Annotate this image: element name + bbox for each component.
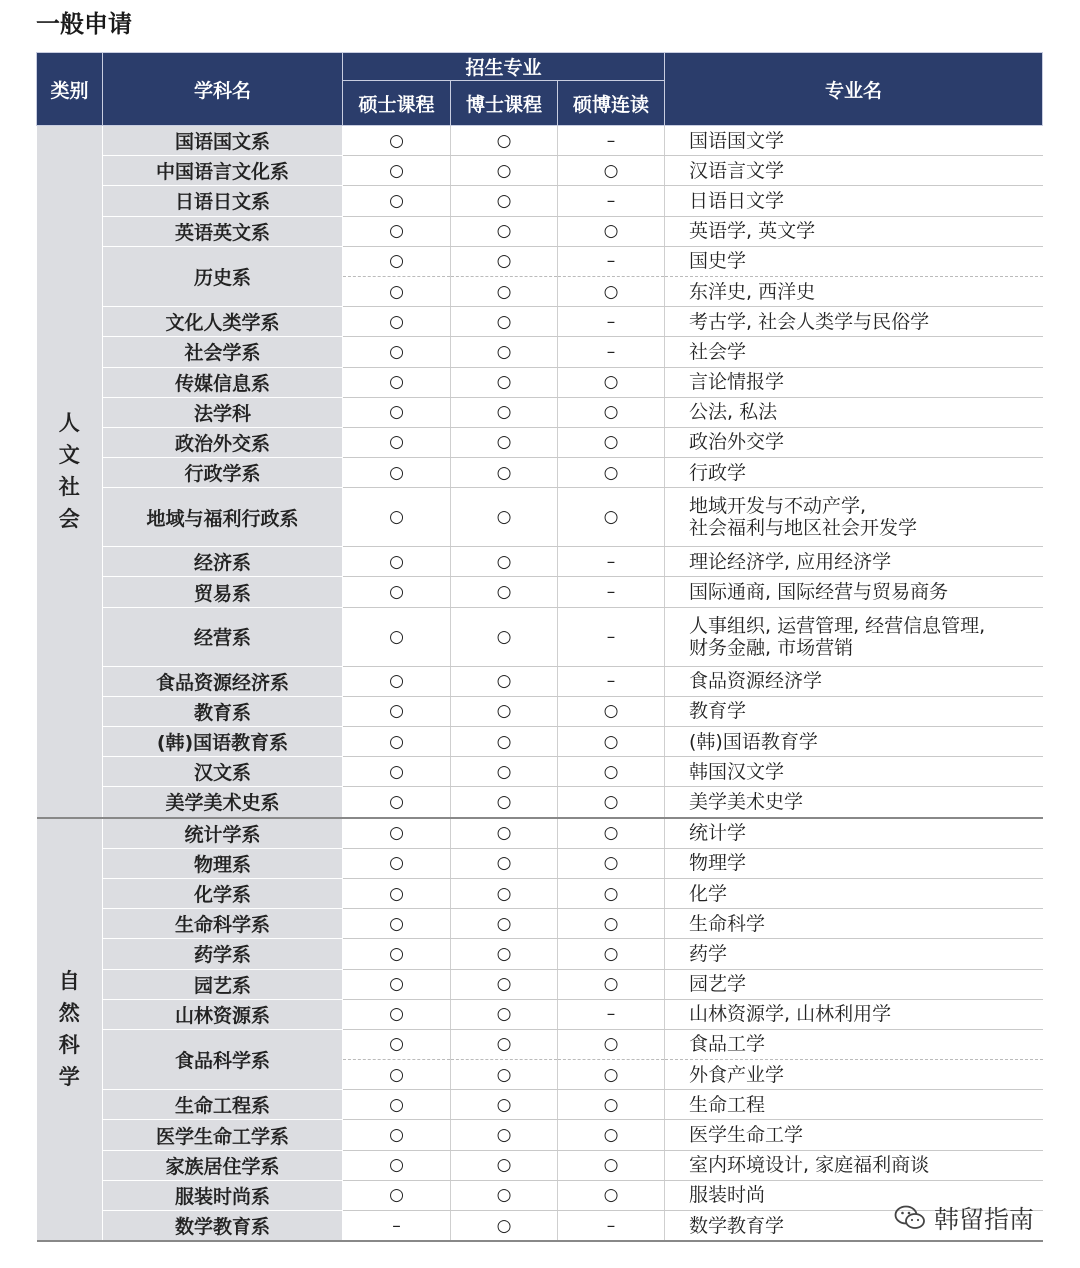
doctor-mark: ○ <box>451 126 558 156</box>
header-category: 类别 <box>37 53 103 126</box>
master-mark: ○ <box>343 878 451 908</box>
combined-mark: – <box>558 607 665 666</box>
combined-mark: ○ <box>558 939 665 969</box>
major-name: 考古学, 社会人类学与民俗学 <box>665 307 1043 337</box>
header-master: 硕士课程 <box>343 81 451 126</box>
master-mark: ○ <box>343 1090 451 1120</box>
major-name: 汉语言文学 <box>665 156 1043 186</box>
master-mark: ○ <box>343 276 451 306</box>
major-name: 地域开发与不动产学, 社会福利与地区社会开发学 <box>665 488 1043 547</box>
department-name: 经营系 <box>103 607 343 666</box>
combined-mark: ○ <box>558 757 665 787</box>
table-row <box>37 848 1043 878</box>
master-mark: – <box>343 1211 451 1242</box>
table-row <box>37 969 1043 999</box>
doctor-mark: ○ <box>451 367 558 397</box>
combined-mark: ○ <box>558 427 665 457</box>
watermark <box>894 1200 1034 1236</box>
department-name: 教育系 <box>103 696 343 726</box>
table-row <box>37 307 1043 337</box>
major-name: (韩)国语教育学 <box>665 727 1043 757</box>
header-department: 学科名 <box>103 53 343 126</box>
master-mark: ○ <box>343 186 451 216</box>
master-mark: ○ <box>343 397 451 427</box>
doctor-mark: ○ <box>451 577 558 607</box>
table-row <box>37 367 1043 397</box>
major-name: 政治外交学 <box>665 427 1043 457</box>
table-row <box>37 488 1043 547</box>
table-row <box>37 757 1043 787</box>
combined-mark: ○ <box>558 848 665 878</box>
department-name: 医学生命工学系 <box>103 1120 343 1150</box>
header-doctor: 博士课程 <box>451 81 558 126</box>
combined-mark: ○ <box>558 818 665 849</box>
department-name: 中国语言文化系 <box>103 156 343 186</box>
doctor-mark: ○ <box>451 547 558 577</box>
combined-mark: – <box>558 246 665 276</box>
major-name: 国史学 <box>665 246 1043 276</box>
table-row <box>37 397 1043 427</box>
doctor-mark: ○ <box>451 969 558 999</box>
department-name: 生命工程系 <box>103 1090 343 1120</box>
doctor-mark: ○ <box>451 276 558 306</box>
table-row <box>37 787 1043 818</box>
category-label: 自然科学 <box>58 969 80 1090</box>
department-name: 地域与福利行政系 <box>103 488 343 547</box>
table-row <box>37 156 1043 186</box>
combined-mark: – <box>558 337 665 367</box>
combined-mark: – <box>558 307 665 337</box>
table-row <box>37 427 1043 457</box>
major-name: 外食产业学 <box>665 1060 1043 1090</box>
table-row <box>37 999 1043 1029</box>
header-major: 专业名 <box>665 53 1043 126</box>
combined-mark: – <box>558 999 665 1029</box>
table-row <box>37 878 1043 908</box>
major-name: 化学 <box>665 878 1043 908</box>
major-name: 数学教育学 <box>665 1211 1043 1242</box>
doctor-mark: ○ <box>451 1060 558 1090</box>
major-name: 东洋史, 西洋史 <box>665 276 1043 306</box>
major-name: 美学美术史学 <box>665 787 1043 818</box>
department-name: (韩)国语教育系 <box>103 727 343 757</box>
department-name: 统计学系 <box>103 818 343 849</box>
combined-mark: ○ <box>558 727 665 757</box>
master-mark: ○ <box>343 818 451 849</box>
table-row <box>37 337 1043 367</box>
department-name: 日语日文系 <box>103 186 343 216</box>
table-row <box>37 666 1043 696</box>
doctor-mark: ○ <box>451 939 558 969</box>
major-name: 室内环境设计, 家庭福利商谈 <box>665 1150 1043 1180</box>
master-mark: ○ <box>343 1180 451 1210</box>
combined-mark: – <box>558 126 665 156</box>
table-row <box>37 939 1043 969</box>
department-name: 园艺系 <box>103 969 343 999</box>
master-mark: ○ <box>343 246 451 276</box>
table-row <box>37 1090 1043 1120</box>
major-name: 教育学 <box>665 696 1043 726</box>
doctor-mark: ○ <box>451 666 558 696</box>
combined-mark: ○ <box>558 1150 665 1180</box>
major-name: 生命科学 <box>665 909 1043 939</box>
header-combined: 硕博连读 <box>558 81 665 126</box>
master-mark: ○ <box>343 1029 451 1059</box>
combined-mark: – <box>558 186 665 216</box>
major-name: 日语日文学 <box>665 186 1043 216</box>
department-name: 药学系 <box>103 939 343 969</box>
table-row <box>37 909 1043 939</box>
doctor-mark: ○ <box>451 1150 558 1180</box>
combined-mark: ○ <box>558 1060 665 1090</box>
combined-mark: ○ <box>558 1090 665 1120</box>
combined-mark: ○ <box>558 696 665 726</box>
department-name: 化学系 <box>103 878 343 908</box>
table-row <box>37 696 1043 726</box>
master-mark: ○ <box>343 999 451 1029</box>
combined-mark: ○ <box>558 969 665 999</box>
combined-mark: ○ <box>558 216 665 246</box>
master-mark: ○ <box>343 848 451 878</box>
table-row <box>37 577 1043 607</box>
department-name: 贸易系 <box>103 577 343 607</box>
major-name: 食品工学 <box>665 1029 1043 1059</box>
master-mark: ○ <box>343 547 451 577</box>
wechat-icon <box>894 1204 926 1232</box>
department-name: 美学美术史系 <box>103 787 343 818</box>
doctor-mark: ○ <box>451 999 558 1029</box>
combined-mark: – <box>558 666 665 696</box>
table-row <box>37 1029 1043 1059</box>
table-row <box>37 547 1043 577</box>
category-label: 人文社会 <box>58 411 80 532</box>
major-name: 服装时尚 <box>665 1180 1043 1210</box>
master-mark: ○ <box>343 216 451 246</box>
department-name: 服装时尚系 <box>103 1180 343 1210</box>
table-row <box>37 246 1043 276</box>
category-cell <box>37 818 103 1242</box>
master-mark: ○ <box>343 1150 451 1180</box>
table-row <box>37 458 1043 488</box>
master-mark: ○ <box>343 1120 451 1150</box>
major-name: 医学生命工学 <box>665 1120 1043 1150</box>
department-name: 历史系 <box>103 246 343 306</box>
doctor-mark: ○ <box>451 757 558 787</box>
major-name: 行政学 <box>665 458 1043 488</box>
major-name: 言论情报学 <box>665 367 1043 397</box>
department-name: 食品资源经济系 <box>103 666 343 696</box>
master-mark: ○ <box>343 696 451 726</box>
table-row <box>37 1211 1043 1242</box>
department-name: 传媒信息系 <box>103 367 343 397</box>
doctor-mark: ○ <box>451 1211 558 1242</box>
combined-mark: – <box>558 577 665 607</box>
department-name: 生命科学系 <box>103 909 343 939</box>
department-name: 汉文系 <box>103 757 343 787</box>
doctor-mark: ○ <box>451 727 558 757</box>
doctor-mark: ○ <box>451 307 558 337</box>
master-mark: ○ <box>343 488 451 547</box>
doctor-mark: ○ <box>451 156 558 186</box>
table-row <box>37 1180 1043 1210</box>
admission-table <box>36 52 1043 1242</box>
department-name: 物理系 <box>103 848 343 878</box>
combined-mark: – <box>558 1211 665 1242</box>
table-row <box>37 607 1043 666</box>
master-mark: ○ <box>343 427 451 457</box>
table-body <box>37 126 1043 1242</box>
department-name: 行政学系 <box>103 458 343 488</box>
doctor-mark: ○ <box>451 246 558 276</box>
department-name: 英语英文系 <box>103 216 343 246</box>
major-name: 国际通商, 国际经营与贸易商务 <box>665 577 1043 607</box>
master-mark: ○ <box>343 577 451 607</box>
combined-mark: ○ <box>558 156 665 186</box>
master-mark: ○ <box>343 939 451 969</box>
major-name: 理论经济学, 应用经济学 <box>665 547 1043 577</box>
master-mark: ○ <box>343 727 451 757</box>
table-row <box>37 186 1043 216</box>
department-name: 文化人类学系 <box>103 307 343 337</box>
major-name: 韩国汉文学 <box>665 757 1043 787</box>
header-recruit: 招生专业 <box>343 53 665 81</box>
doctor-mark: ○ <box>451 909 558 939</box>
doctor-mark: ○ <box>451 216 558 246</box>
combined-mark: ○ <box>558 1180 665 1210</box>
master-mark: ○ <box>343 757 451 787</box>
master-mark: ○ <box>343 909 451 939</box>
doctor-mark: ○ <box>451 1090 558 1120</box>
doctor-mark: ○ <box>451 337 558 367</box>
master-mark: ○ <box>343 337 451 367</box>
major-name: 药学 <box>665 939 1043 969</box>
doctor-mark: ○ <box>451 818 558 849</box>
combined-mark: ○ <box>558 397 665 427</box>
master-mark: ○ <box>343 787 451 818</box>
master-mark: ○ <box>343 126 451 156</box>
doctor-mark: ○ <box>451 607 558 666</box>
major-name: 统计学 <box>665 818 1043 849</box>
major-name: 生命工程 <box>665 1090 1043 1120</box>
combined-mark: ○ <box>558 909 665 939</box>
department-name: 经济系 <box>103 547 343 577</box>
combined-mark: ○ <box>558 276 665 306</box>
major-name: 人事组织, 运营管理, 经营信息管理, 财务金融, 市场营销 <box>665 607 1043 666</box>
doctor-mark: ○ <box>451 696 558 726</box>
doctor-mark: ○ <box>451 427 558 457</box>
master-mark: ○ <box>343 607 451 666</box>
combined-mark: ○ <box>558 1120 665 1150</box>
combined-mark: ○ <box>558 878 665 908</box>
doctor-mark: ○ <box>451 1029 558 1059</box>
major-name: 公法, 私法 <box>665 397 1043 427</box>
major-name: 国语国文学 <box>665 126 1043 156</box>
table-row <box>37 818 1043 849</box>
major-name: 英语学, 英文学 <box>665 216 1043 246</box>
department-name: 政治外交系 <box>103 427 343 457</box>
department-name: 家族居住学系 <box>103 1150 343 1180</box>
master-mark: ○ <box>343 367 451 397</box>
doctor-mark: ○ <box>451 397 558 427</box>
combined-mark: ○ <box>558 488 665 547</box>
master-mark: ○ <box>343 307 451 337</box>
category-cell <box>37 126 103 818</box>
doctor-mark: ○ <box>451 1180 558 1210</box>
watermark-text: 韩留指南 <box>934 1205 1035 1234</box>
doctor-mark: ○ <box>451 787 558 818</box>
combined-mark: ○ <box>558 787 665 818</box>
department-name: 社会学系 <box>103 337 343 367</box>
doctor-mark: ○ <box>451 488 558 547</box>
doctor-mark: ○ <box>451 186 558 216</box>
combined-mark: ○ <box>558 458 665 488</box>
master-mark: ○ <box>343 156 451 186</box>
combined-mark: ○ <box>558 1029 665 1059</box>
doctor-mark: ○ <box>451 878 558 908</box>
major-name: 园艺学 <box>665 969 1043 999</box>
master-mark: ○ <box>343 458 451 488</box>
table-row <box>37 1150 1043 1180</box>
major-name: 物理学 <box>665 848 1043 878</box>
page-title: 一般申请 <box>36 10 132 38</box>
department-name: 山林资源系 <box>103 999 343 1029</box>
table-row <box>37 1120 1043 1150</box>
major-name: 山林资源学, 山林利用学 <box>665 999 1043 1029</box>
master-mark: ○ <box>343 1060 451 1090</box>
doctor-mark: ○ <box>451 1120 558 1150</box>
table-row <box>37 727 1043 757</box>
combined-mark: ○ <box>558 367 665 397</box>
department-name: 数学教育系 <box>103 1211 343 1242</box>
department-name: 法学科 <box>103 397 343 427</box>
table-row <box>37 126 1043 156</box>
department-name: 食品科学系 <box>103 1029 343 1089</box>
master-mark: ○ <box>343 969 451 999</box>
master-mark: ○ <box>343 666 451 696</box>
department-name: 国语国文系 <box>103 126 343 156</box>
table-row <box>37 216 1043 246</box>
combined-mark: – <box>558 547 665 577</box>
major-name: 社会学 <box>665 337 1043 367</box>
major-name: 食品资源经济学 <box>665 666 1043 696</box>
doctor-mark: ○ <box>451 848 558 878</box>
doctor-mark: ○ <box>451 458 558 488</box>
